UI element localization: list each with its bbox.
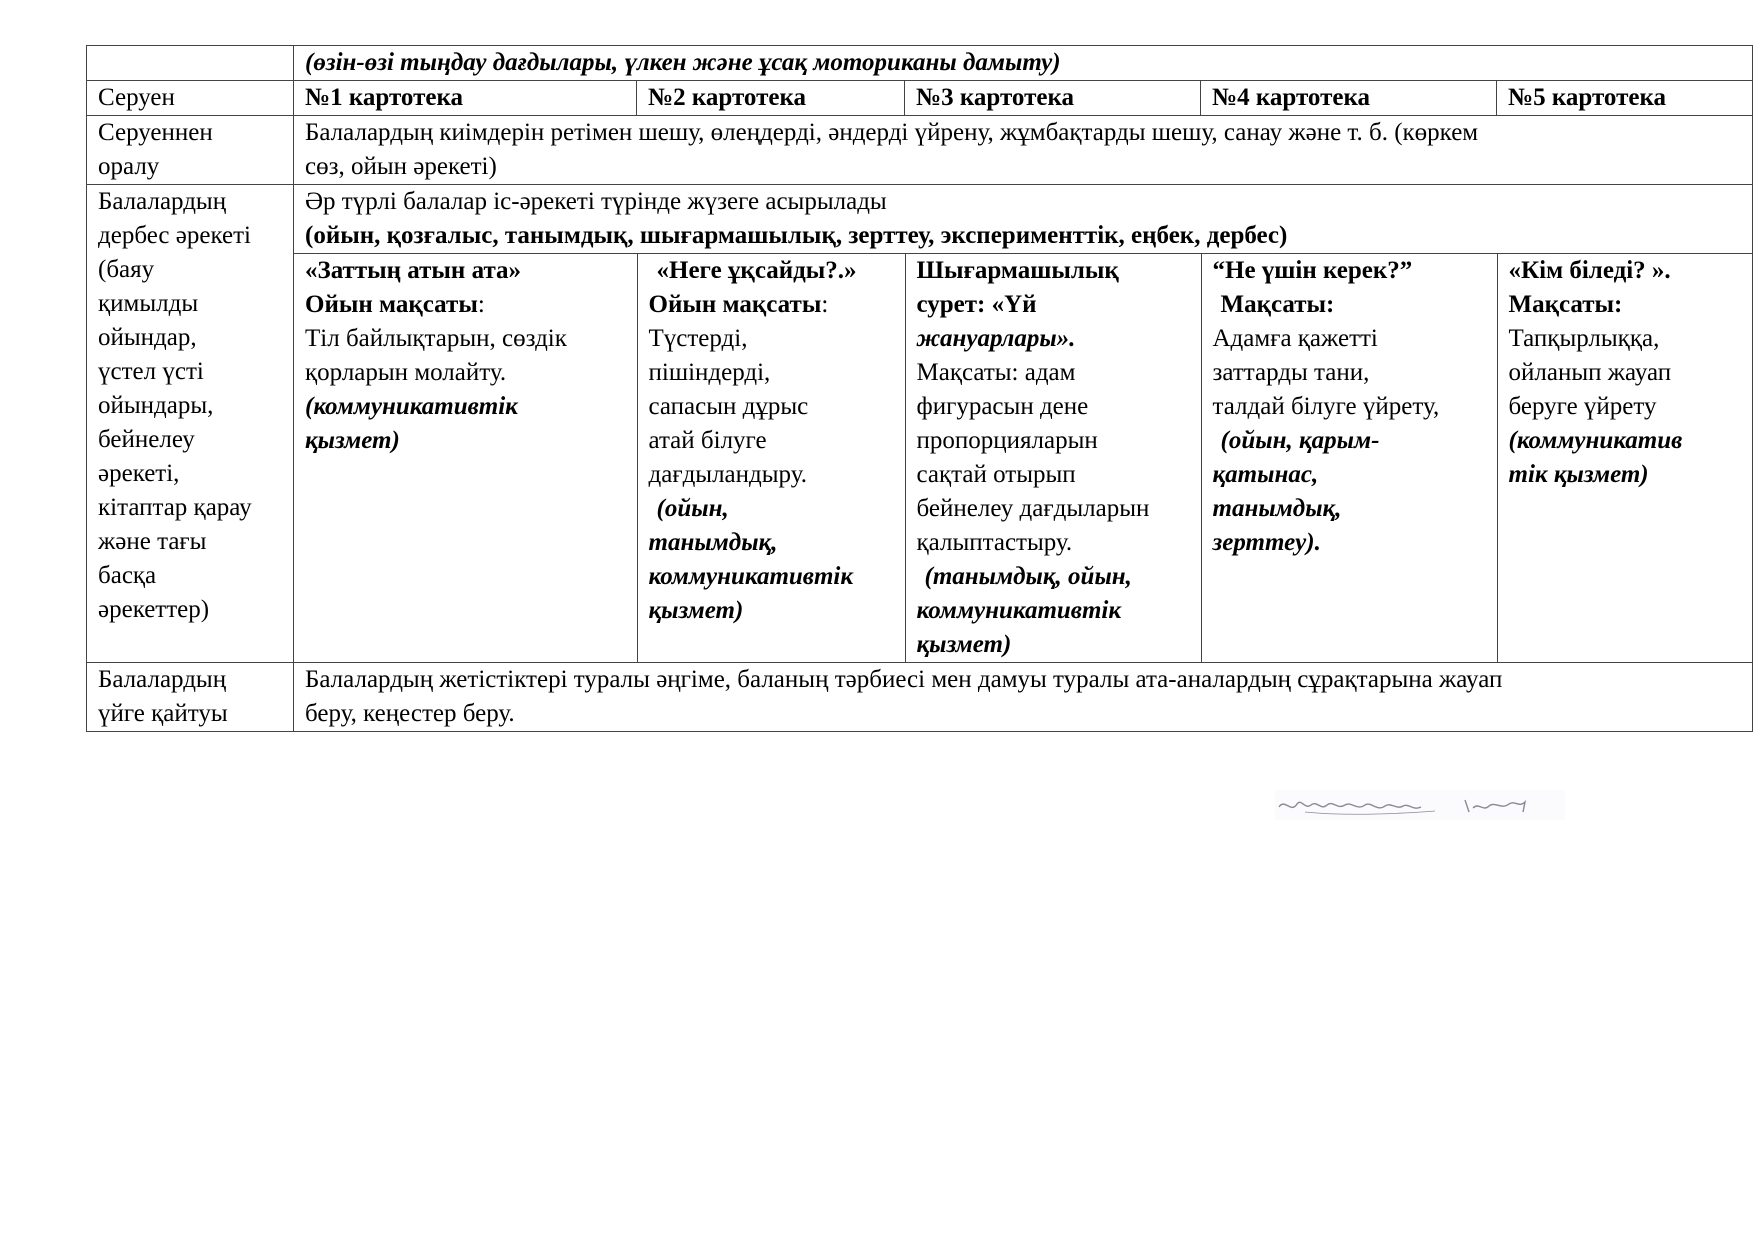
game-text-line: Мақсаты: адам (916, 359, 1076, 386)
game-tag-line: (ойын, (656, 495, 729, 522)
game-text-line: бейнелеу дағдыларын (916, 495, 1150, 522)
game-text-line: қорларын молайту. (305, 359, 507, 386)
game-tag-line: қызмет) (305, 427, 400, 454)
game-goal-colon: : (821, 291, 829, 318)
independent-label (87, 185, 294, 663)
game-text-line: ойланып жауап (1508, 359, 1672, 386)
game-tag-line: коммуникативтік (648, 563, 854, 590)
independent-intro-line: Әр түрлі балалар іс-әрекеті түрінде жүзеге асырылады (305, 188, 887, 215)
return-text-line: сөз, ойын әрекеті) (305, 153, 497, 180)
game-text-line: пішіндерді, (648, 359, 771, 386)
games-grid (294, 253, 1753, 662)
game-title: «Неге ұқсайды?.» (656, 257, 857, 284)
game-text-line: Адамға қажетті (1212, 325, 1378, 352)
independent-label-line: және тағы (98, 528, 207, 555)
card-5: №5 картотека (1497, 81, 1753, 116)
return-label-line: оралу (98, 153, 160, 180)
card-4: №4 картотека (1201, 81, 1497, 116)
home-label (87, 663, 294, 732)
independent-label-line: (баяу (98, 256, 155, 283)
home-text-line: Балалардың жетістіктері туралы әңгіме, баланың тәрбиесі мен дамуы туралы ата-аналардың сұрақтарына жауап (305, 666, 1503, 693)
return-label (87, 116, 294, 185)
game-tag-line: қатынас, (1212, 461, 1319, 488)
game-tag-line: зерттеу). (1212, 529, 1321, 556)
game-text-line: Тіл байлықтарын, сөздік (305, 325, 567, 352)
return-label-line: Серуеннен (98, 119, 213, 146)
game-text-line: қалыптастыру. (916, 529, 1073, 556)
game-text-line: атай білуге (648, 427, 767, 454)
signature-image (1275, 790, 1565, 820)
independent-intro (294, 185, 1752, 253)
game-card-2 (637, 254, 905, 663)
intro-label-cell (87, 46, 294, 81)
game-card-1 (294, 254, 637, 663)
game-text-line: фигурасын дене (916, 393, 1089, 420)
game-tag-line: (танымдық, ойын, (924, 563, 1132, 590)
card-2: №2 картотека (637, 81, 905, 116)
home-text (294, 663, 1753, 732)
game-tag-line: танымдық, (648, 529, 778, 556)
return-text (294, 116, 1753, 185)
row-walk (87, 81, 1753, 116)
game-card-4 (1201, 254, 1497, 663)
game-title: Шығармашылық (916, 257, 1119, 284)
game-title: «Кім біледі? ». (1508, 257, 1671, 284)
independent-intro-activities: (ойын, қозғалыс, танымдық, шығармашылық, зерттеу, эксперименттік, еңбек, дербес) (305, 222, 1288, 249)
game-tag-line: қызмет) (916, 631, 1012, 658)
game-tag-line: танымдық, (1212, 495, 1342, 522)
card-1: №1 картотека (294, 81, 637, 116)
game-goal-colon: : (477, 291, 485, 318)
game-text-line: Тапқырлыққа, (1508, 325, 1660, 352)
game-tag-line: коммуникативтік (916, 597, 1122, 624)
plan-table (86, 45, 1753, 732)
independent-label-line: әрекеттер) (98, 596, 210, 623)
game-card-5 (1497, 254, 1753, 663)
independent-label-line: дербес әрекеті (98, 222, 251, 249)
intro-cell (294, 46, 1753, 81)
home-label-line: Балалардың (98, 666, 227, 693)
game-goal-label: Мақсаты: (1508, 291, 1623, 318)
row-home (87, 663, 1753, 732)
row-intro (87, 46, 1753, 81)
intro-text: (өзін-өзі тыңдау дағдылары, үлкен және ұсақ моториканы дамыту) (305, 49, 1061, 76)
game-goal-label: Мақсаты: (1220, 291, 1335, 318)
game-title-line: жануарлары». (916, 325, 1076, 352)
game-text-line: сапасын дұрыс (648, 393, 809, 420)
independent-label-line: бейнелеу (98, 426, 195, 453)
game-tag-line: (коммуникативтік (305, 393, 518, 420)
independent-content (294, 185, 1753, 663)
game-text-line: талдай білуге үйрету, (1212, 393, 1440, 420)
row-return (87, 116, 1753, 185)
game-text-line: заттарды тани, (1212, 359, 1370, 386)
independent-label-line: қимылды (98, 290, 199, 317)
game-card-3 (905, 254, 1201, 663)
game-tag-line: (коммуникатив (1508, 427, 1683, 454)
home-text-line: беру, кеңестер беру. (305, 700, 515, 727)
independent-label-line: ойындар, (98, 324, 197, 351)
game-title-line: сурет: «Үй (916, 291, 1037, 318)
return-text-line: Балалардың киімдерін ретімен шешу, өлеңдерді, әндерді үйрену, жұмбақтарды шешу, санау және т. б. (көркем (305, 119, 1479, 146)
row-independent (87, 185, 1753, 663)
independent-label-line: әрекеті, (98, 460, 180, 487)
independent-label-line: үстел үсті (98, 358, 204, 385)
card-3: №3 картотека (905, 81, 1201, 116)
game-text-line: пропорцияларын (916, 427, 1098, 454)
game-text-line: дағдыландыру. (648, 461, 807, 488)
game-tag-line: тік қызмет) (1508, 461, 1649, 488)
walk-label: Серуен (87, 81, 294, 116)
game-text-line: сақтай отырып (916, 461, 1076, 488)
independent-label-line: Балалардың (98, 188, 227, 215)
home-label-line: үйге қайтуы (98, 700, 228, 727)
game-tag-line: (ойын, қарым- (1220, 427, 1380, 454)
game-title: «Заттың атын ата» (305, 257, 522, 284)
game-title: “Не үшін керек?” (1212, 257, 1413, 284)
game-tag-line: қызмет) (648, 597, 744, 624)
game-goal-label: Ойын мақсаты (305, 291, 478, 318)
independent-label-line: ойындары, (98, 392, 214, 419)
game-text-line: беруге үйрету (1508, 393, 1657, 420)
independent-label-line: кітаптар қарау (98, 494, 252, 521)
independent-label-line: басқа (98, 562, 157, 589)
game-text-line: Түстерді, (648, 325, 748, 352)
game-goal-label: Ойын мақсаты (648, 291, 822, 318)
